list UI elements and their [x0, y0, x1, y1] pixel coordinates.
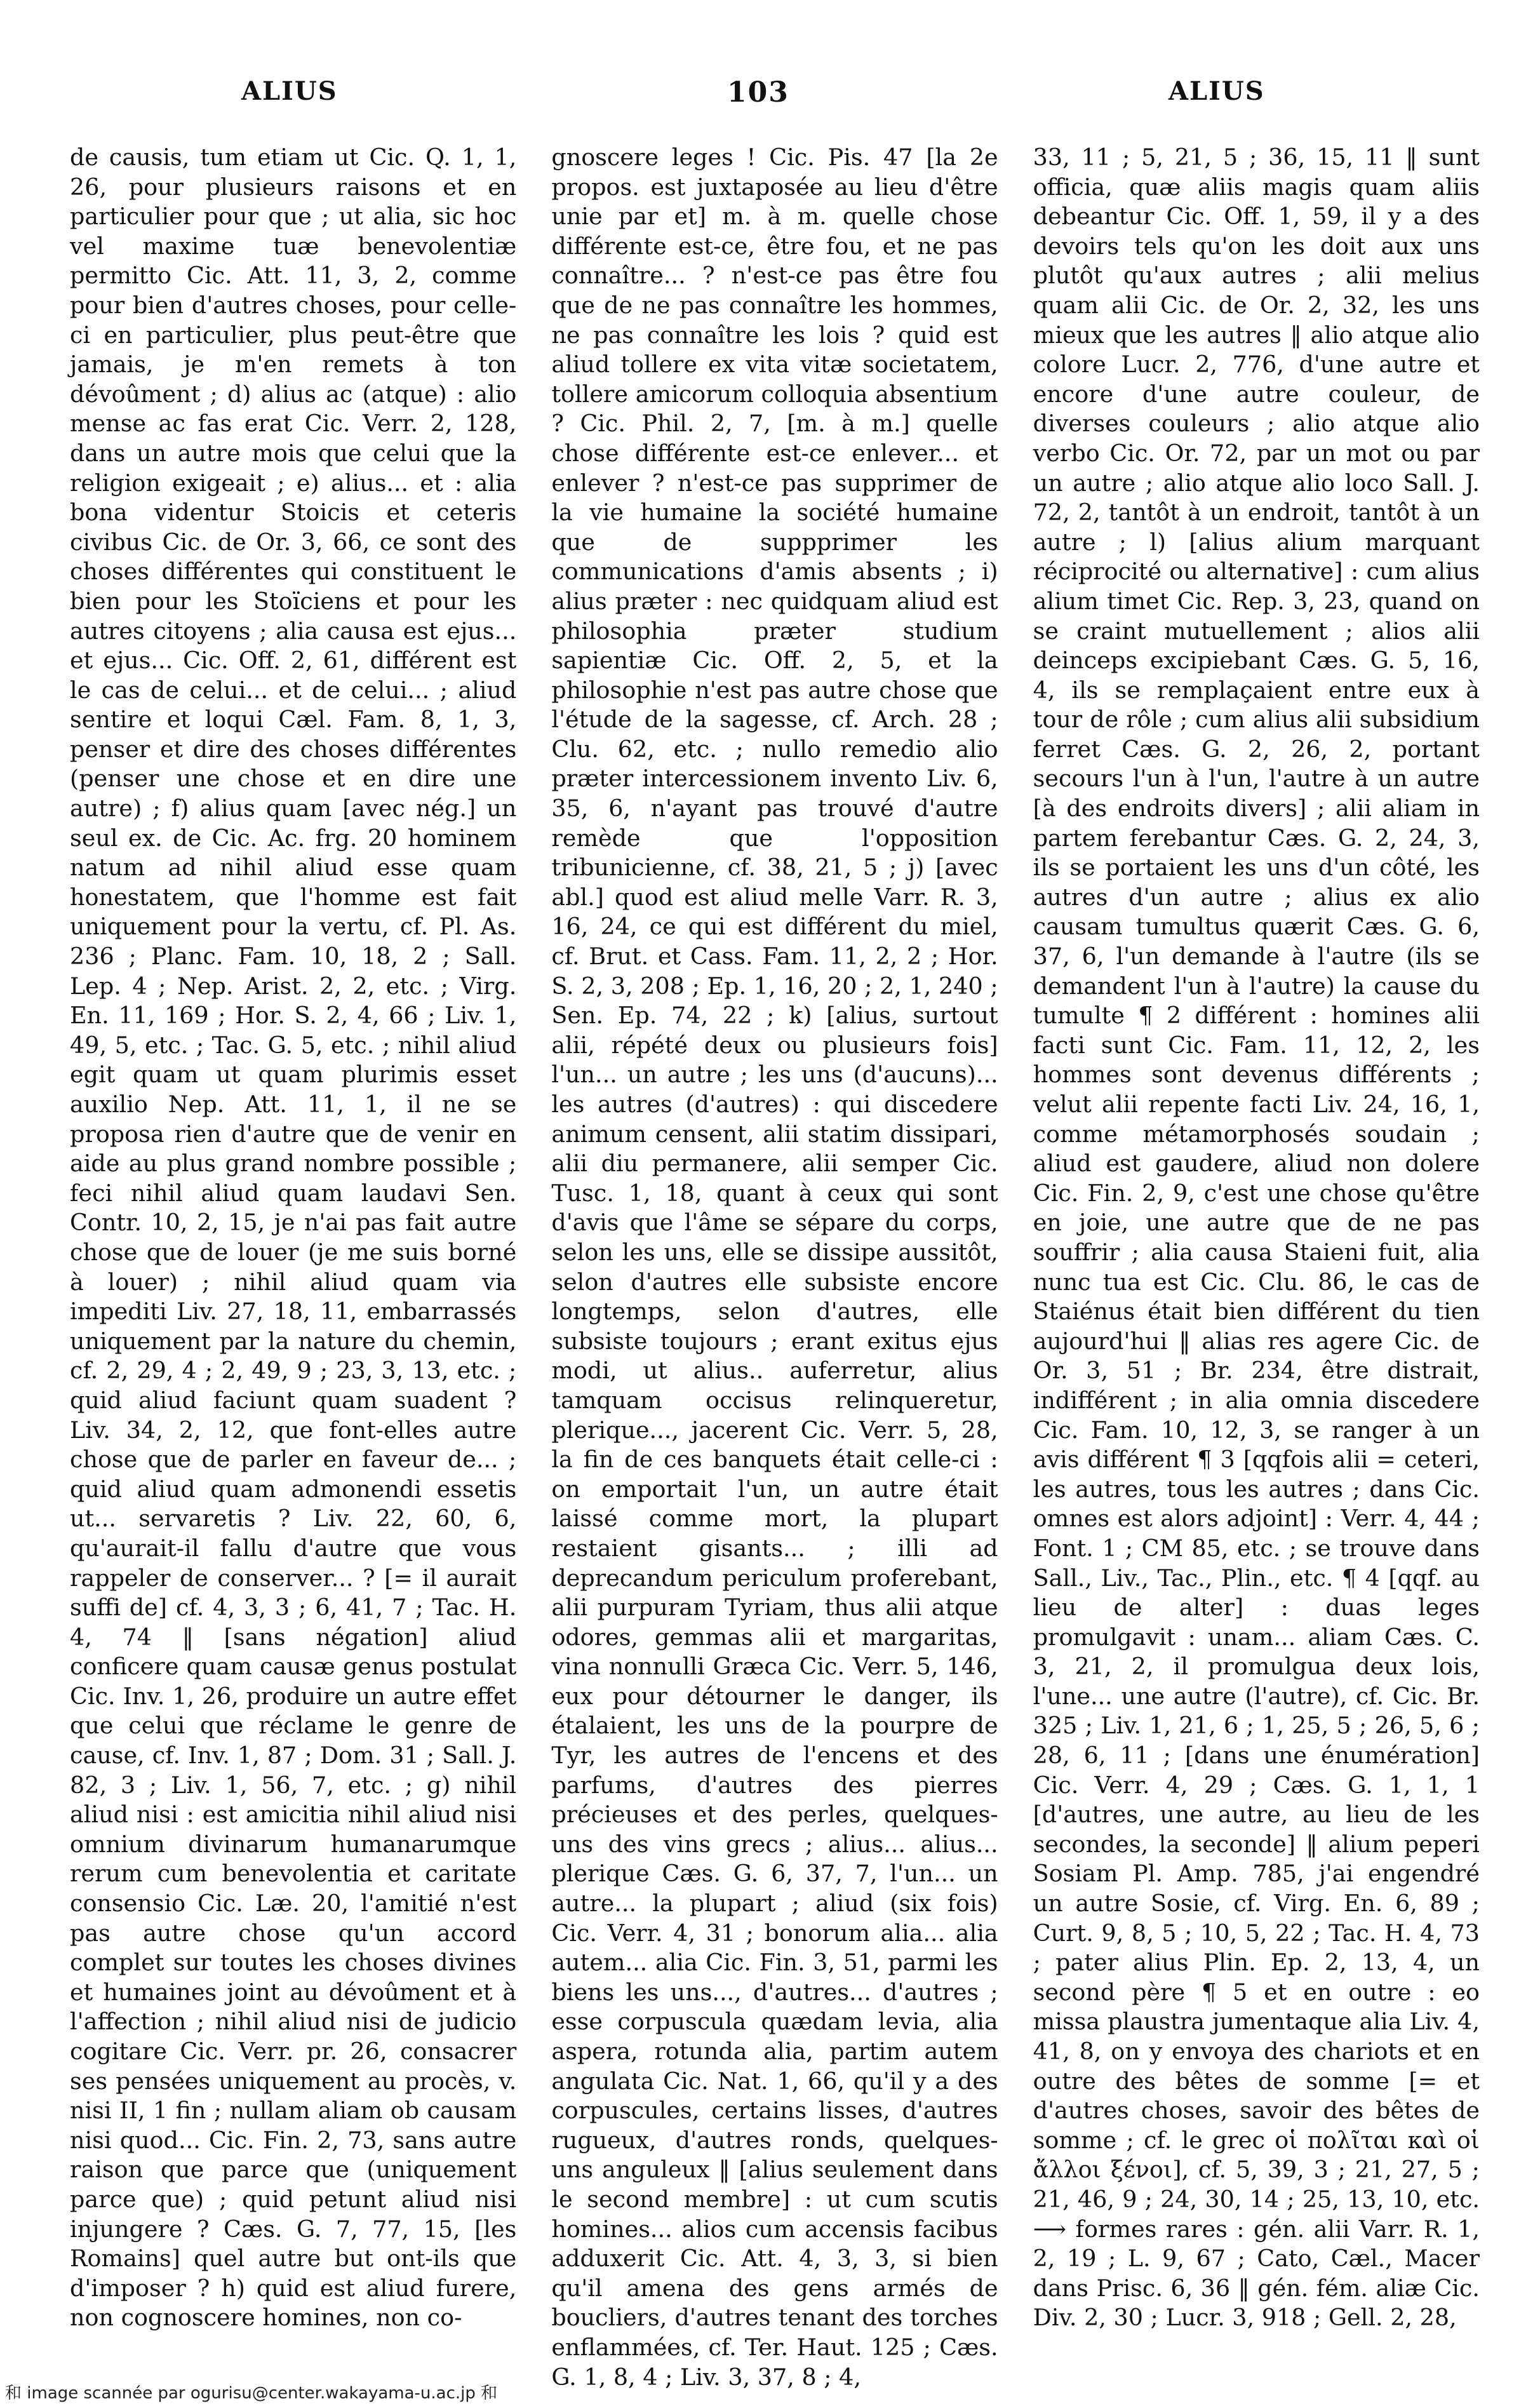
- left-headword: ALIUS: [241, 76, 338, 106]
- column-text: de causis, tum etiam ut Cic. Q. 1, 1, 26, pour plusieurs raisons et en particulier pour que ; ut alia, sic hoc vel maxime tuæ benevolentiæ permitto Cic. Att. 11, 3, 2, comme pour bien d'autres choses, pour celle-ci en particulier, plus peut-être que jamais, je m'en remets à ton dévoûment ; d) alius ac (atque) : alio mense ac fas erat Cic. Verr. 2, 128, dans un autre mois que celui que la religion exigeait ; e) alius... et : alia bona videntur Stoicis et ceteris civibus Cic. de Or. 3, 66, ce sont des choses différentes qui constituent le bien pour les Stoïciens et pour les autres citoyens ; alia causa est ejus... et ejus... Cic. Off. 2, 61, différent est le cas de celui... et de celui... ; aliud sentire et loqui Cæl. Fam. 8, 1, 3, penser et dire des choses différentes (penser une chose et en dire une autre) ; f) alius quam [avec nég.] un seul ex. de Cic. Ac. frg. 20 hominem natum ad nihil aliud esse quam honestatem, que l'homme est fait uniquement pour la vertu, cf. Pl. As. 236 ; Planc. Fam. 10, 18, 2 ; Sall. Lep. 4 ; Nep. Arist. 2, 2, etc. ; Virg. En. 11, 169 ; Hor. S. 2, 4, 66 ; Liv. 1, 49, 5, etc. ; Tac. G. 5, etc. ; nihil aliud egit quam ut quam plurimis esset auxilio Nep. Att. 11, 1, il ne se proposa rien d'autre que de venir en aide au plus grand nombre possible ; feci nihil aliud quam laudavi Sen. Contr. 10, 2, 15, je n'ai pas fait autre chose que de louer (je me suis borné à louer) ; nihil aliud quam via impediti Liv. 27, 18, 11, embarrassés uniquement par la nature du chemin, cf. 2, 29, 4 ; 2, 49, 9 ; 23, 3, 13, etc. ; quid aliud faciunt quam suadent ? Liv. 34, 2, 12, que font-elles autre chose que de parler en faveur de... ; quid aliud quam admonendi essetis ut... servaretis ? Liv. 22, 60, 6, qu'aurait-il fallu d'autre que vous rappeler de conserver... ? [= il aurait suffi de] cf. 4, 3, 3 ; 6, 41, 7 ; Tac. H. 4, 74 ‖ [sans négation] aliud conficere quam causæ genus postulat Cic. Inv. 1, 26, produire un autre effet que celui que réclame le genre de cause, cf. Inv. 1, 87 ; Dom. 31 ; Sall. J. 82, 3 ; Liv. 1, 56, 7, etc. ; g) nihil aliud nisi : est amicitia nihil aliud nisi omnium divinarum humanarumque rerum cum benevolentia et caritate consensio Cic. Læ. 20, l'amitié n'est pas autre chose qu'un accord complet sur toutes les choses divines et humaines joint au dévoûment et à l'affection ; nihil aliud nisi de judicio cogitare Cic. Verr. pr. 26, consacrer ses pensées uniquement au procès, v. nisi II, 1 fin ; nullam aliam ob causam nisi quod... Cic. Fin. 2, 73, sans autre raison que parce que (uniquement parce que) ; quid petunt aliud nisi injungere ? Cæs. G. 7, 77, 15, [les Romains] quel autre but ont-ils que d'imposer ? h) quid est aliud furere, non cognoscere homines, non co-: [70, 144, 517, 2332]
- dictionary-columns: [70, 143, 1480, 2391]
- scan-credit: 和 image scannée par ogurisu@center.wakayama-u.ac.jp 和: [5, 2384, 498, 2403]
- page-number: 103: [727, 76, 789, 109]
- column-left: [70, 143, 516, 2331]
- page-header: [70, 76, 1480, 127]
- column-middle: [551, 143, 998, 2391]
- column-text: 33, 11 ; 5, 21, 5 ; 36, 15, 11 ‖ sunt officia, quæ aliis magis quam aliis debeantur Cic. Off. 1, 59, il y a des devoirs tels qu'on les doit aux uns plutôt qu'aux autres ; alii melius quam alii Cic. de Or. 2, 32, les uns mieux que les autres ‖ alio atque alio colore Lucr. 2, 776, d'une autre et encore d'une autre couleur, de diverses couleurs ; alio atque alio verbo Cic. Or. 72, par un mot ou par un autre ; alio atque alio loco Sall. J. 72, 2, tantôt à un endroit, tantôt à un autre ; l) [alius alium marquant réciprocité ou alternative] : cum alius alium timet Cic. Rep. 3, 23, quand on se craint mutuellement ; alios alii deinceps excipiebant Cæs. G. 5, 16, 4, ils se remplaçaient entre eux à tour de rôle ; cum alius alii subsidium ferret Cæs. G. 2, 26, 2, portant secours l'un à l'un, l'autre à un autre [à des endroits divers] ; alii aliam in partem ferebantur Cæs. G. 2, 24, 3, ils se portaient les uns d'un côté, les autres d'un autre ; alius ex alio causam tumultus quærit Cæs. G. 6, 37, 6, l'un demande à l'autre (ils se demandent l'un à l'autre) la cause du tumulte ¶ 2 différent : homines alii facti sunt Cic. Fam. 11, 12, 2, les hommes sont devenus différents ; velut alii repente facti Liv. 24, 16, 1, comme métamorphosés soudain ; aliud est gaudere, aliud non dolere Cic. Fin. 2, 9, c'est une chose qu'être en joie, une autre que de ne pas souffrir ; alia causa Staieni fuit, alia nunc tua est Cic. Clu. 86, le cas de Staiénus était bien différent du tien aujourd'hui ‖ alias res agere Cic. de Or. 3, 51 ; Br. 234, être distrait, indifférent ; in alia omnia discedere Cic. Fam. 10, 12, 3, se ranger à un avis différent ¶ 3 [qqfois alii = ceteri, les autres, tous les autres ; dans Cic. omnes est alors adjoint] : Verr. 4, 44 ; Font. 1 ; CM 85, etc. ; se trouve dans Sall., Liv., Tac., Plin., etc. ¶ 4 [qqf. au lieu de alter] : duas leges promulgavit : unam... aliam Cæs. C. 3, 21, 2, il promulgua deux lois, l'une... une autre (l'autre), cf. Cic. Br. 325 ; Liv. 1, 21, 6 ; 1, 25, 5 ; 26, 5, 6 ; 28, 6, 11 ; [dans une énumération] Cic. Verr. 4, 29 ; Cæs. G. 1, 1, 1 [d'autres, une autre, au lieu de les secondes, la seconde] ‖ alium peperi Sosiam Pl. Amp. 785, j'ai engendré un autre Sosie, cf. Virg. En. 6, 89 ; Curt. 9, 8, 5 ; 10, 5, 22 ; Tac. H. 4, 73 ; pater alius Plin. Ep. 2, 13, 4, un second père ¶ 5 et en outre : eo missa plaustra jumentaque alia Liv. 4, 41, 8, on y envoya des chariots et en outre des bêtes de somme [= et d'autres choses, savoir des bêtes de somme ; cf. le grec οἱ πολῖται καὶ οἱ ἄλλοι ξένοι], cf. 5, 39, 3 ; 21, 27, 5 ; 21, 46, 9 ; 24, 30, 14 ; 25, 13, 10, etc. ⟶ formes rares : gén. alii Varr. R. 1, 2, 19 ; L. 9, 67 ; Cato, Cæl., Macer dans Prisc. 6, 36 ‖ gén. fém. aliæ Cic. Div. 2, 30 ; Lucr. 3, 918 ; Gell. 2, 28,: [1033, 144, 1480, 2332]
- right-headword: ALIUS: [1168, 76, 1265, 106]
- column-text: gnoscere leges ! Cic. Pis. 47 [la 2e propos. est juxtaposée au lieu d'être unie par et] m. à m. quelle chose différente est-ce, être fou, et ne pas connaître... ? n'est-ce pas être fou que de ne pas connaître les hommes, ne pas connaître les lois ? quid est aliud tollere ex vita vitæ societatem, tollere amicorum colloquia absentium ? Cic. Phil. 2, 7, [m. à m.] quelle chose différente est-ce enlever... et enlever ? n'est-ce pas supprimer de la vie humaine la société humaine que de suppprimer les communications d'amis absents ; i) alius præter : nec quidquam aliud est philosophia præter studium sapientiæ Cic. Off. 2, 5, et la philosophie n'est pas autre chose que l'étude de la sagesse, cf. Arch. 28 ; Clu. 62, etc. ; nullo remedio alio præter intercessionem invento Liv. 6, 35, 6, n'ayant pas trouvé d'autre remède que l'opposition tribunicienne, cf. 38, 21, 5 ; j) [avec abl.] quod est aliud melle Varr. R. 3, 16, 24, ce qui est différent du miel, cf. Brut. et Cass. Fam. 11, 2, 2 ; Hor. S. 2, 3, 208 ; Ep. 1, 16, 20 ; 2, 1, 240 ; Sen. Ep. 74, 22 ; k) [alius, surtout alii, répété deux ou plusieurs fois] l'un... un autre ; les uns (d'aucuns)... les autres (d'autres) : qui discedere animum censent, alii statim dissipari, alii diu permanere, alii semper Cic. Tusc. 1, 18, quant à ceux qui sont d'avis que l'âme se sépare du corps, selon les uns, elle se dissipe aussitôt, selon d'autres elle subsiste encore longtemps, selon d'autres, elle subsiste toujours ; erant exitus ejus modi, ut alius.. auferretur, alius tamquam occisus relinqueretur, plerique..., jacerent Cic. Verr. 5, 28, la fin de ces banquets était celle-ci : on emportait l'un, un autre était laissé comme mort, la plupart restaient gisants... ; illi ad deprecandum periculum proferebant, alii purpuram Tyriam, thus alii atque odores, gemmas alii et margaritas, vina nonnulli Græca Cic. Verr. 5, 146, eux pour détourner le danger, ils étalaient, les uns de la pourpre de Tyr, les autres de l'encens et des parfums, d'autres des pierres précieuses et des perles, quelques-uns des vins grecs ; alius... alius... plerique Cæs. G. 6, 37, 7, l'un... un autre... la plupart ; aliud (six fois) Cic. Verr. 4, 31 ; bonorum alia... alia autem... alia Cic. Fin. 3, 51, parmi les biens les uns..., d'autres... d'autres ; esse corpuscula quædam levia, alia aspera, rotunda alia, partim autem angulata Cic. Nat. 1, 66, qu'il y a des corpuscules, certains lisses, d'autres rugueux, d'autres ronds, quelques-uns anguleux ‖ [alius seulement dans le second membre] : ut cum scutis homines... alios cum accensis facibus adduxerit Cic. Att. 4, 3, 3, si bien qu'il amena des gens armés de boucliers, d'autres tenant des torches enflammées, cf. Ter. Haut. 125 ; Cæs. G. 1, 8, 4 ; Liv. 3, 37, 8 ; 4,: [551, 144, 998, 2391]
- column-right: [1033, 143, 1480, 2331]
